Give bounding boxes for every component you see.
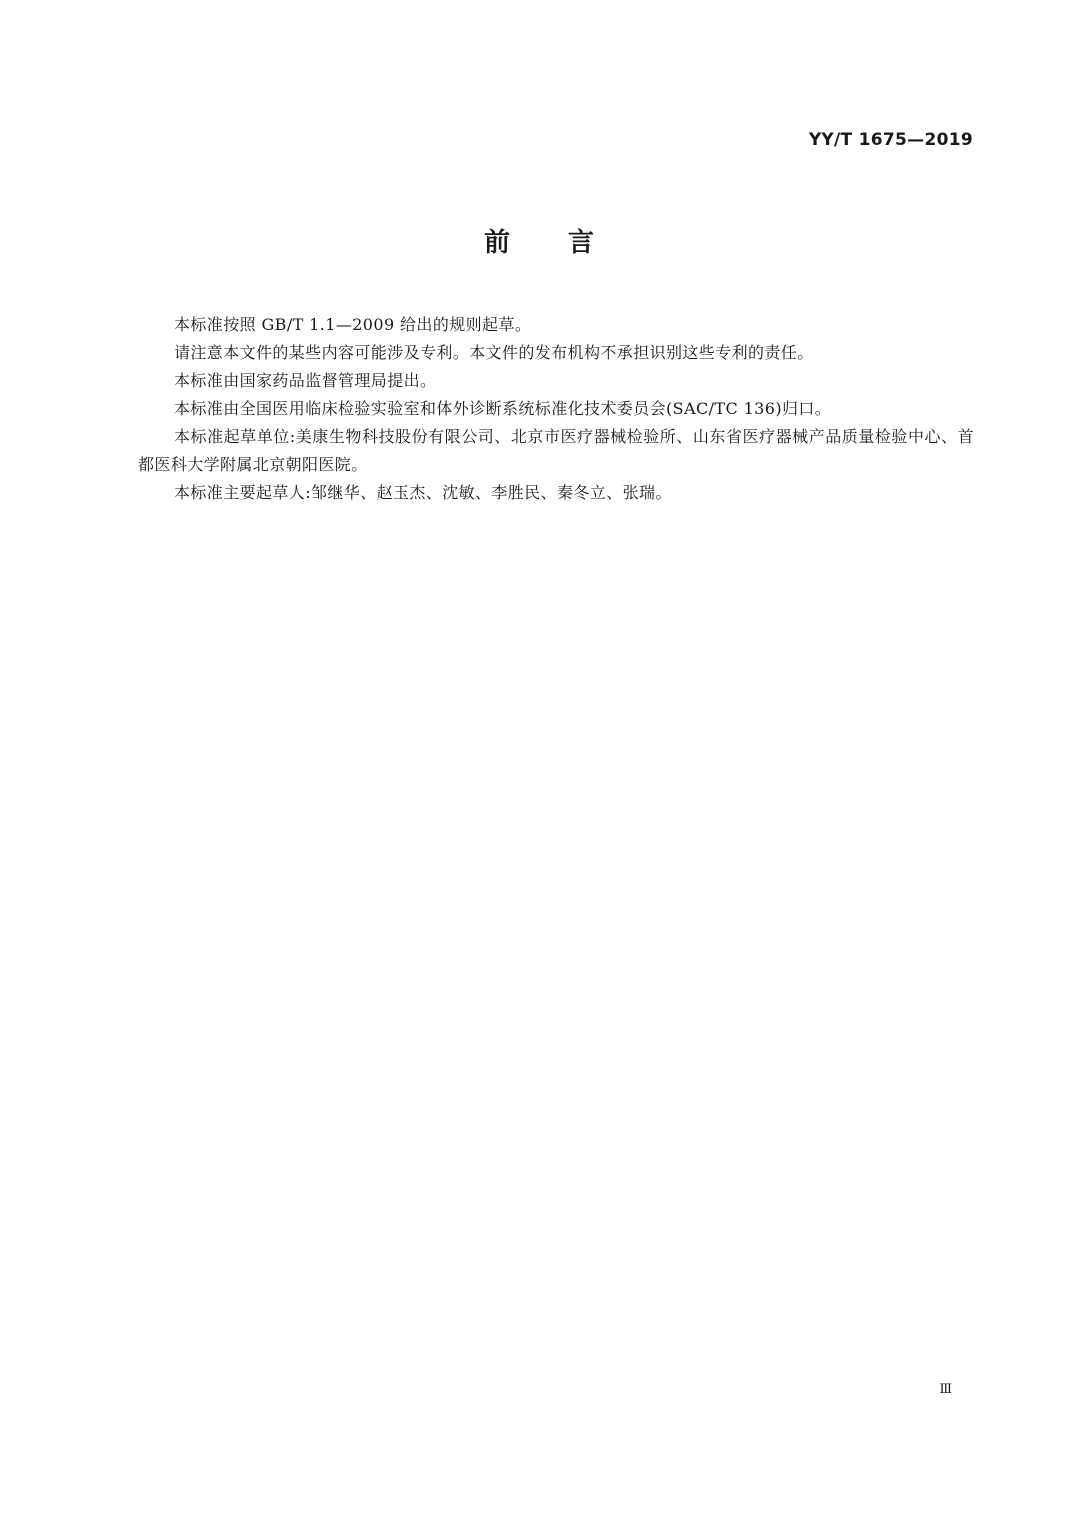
page-number: Ⅲ bbox=[939, 1382, 952, 1397]
paragraph-patent-notice: 请注意本文件的某些内容可能涉及专利。本文件的发布机构不承担识别这些专利的责任。 bbox=[174, 343, 814, 362]
paragraph-drafters: 本标准主要起草人:邹继华、赵玉杰、沈敏、李胜民、秦冬立、张瑞。 bbox=[174, 483, 672, 502]
document-code: YY/T 1675—2019 bbox=[808, 130, 973, 150]
paragraph-drafting-units: 本标准起草单位:美康生物科技股份有限公司、北京市医疗器械检验所、山东省医疗器械产品质量检验中心、首都医科大学附属北京朝阳医院。 bbox=[138, 427, 974, 474]
paragraph-drafting-rules: 本标准按照 GB/T 1.1—2009 给出的规则起草。 bbox=[174, 315, 532, 334]
page-title: 前言 bbox=[483, 228, 652, 258]
paragraph-committee: 本标准由全国医用临床检验实验室和体外诊断系统标准化技术委员会(SAC/TC 136)归口。 bbox=[174, 399, 832, 418]
paragraph-proposer: 本标准由国家药品监督管理局提出。 bbox=[174, 371, 437, 390]
foreword-body bbox=[138, 311, 974, 507]
